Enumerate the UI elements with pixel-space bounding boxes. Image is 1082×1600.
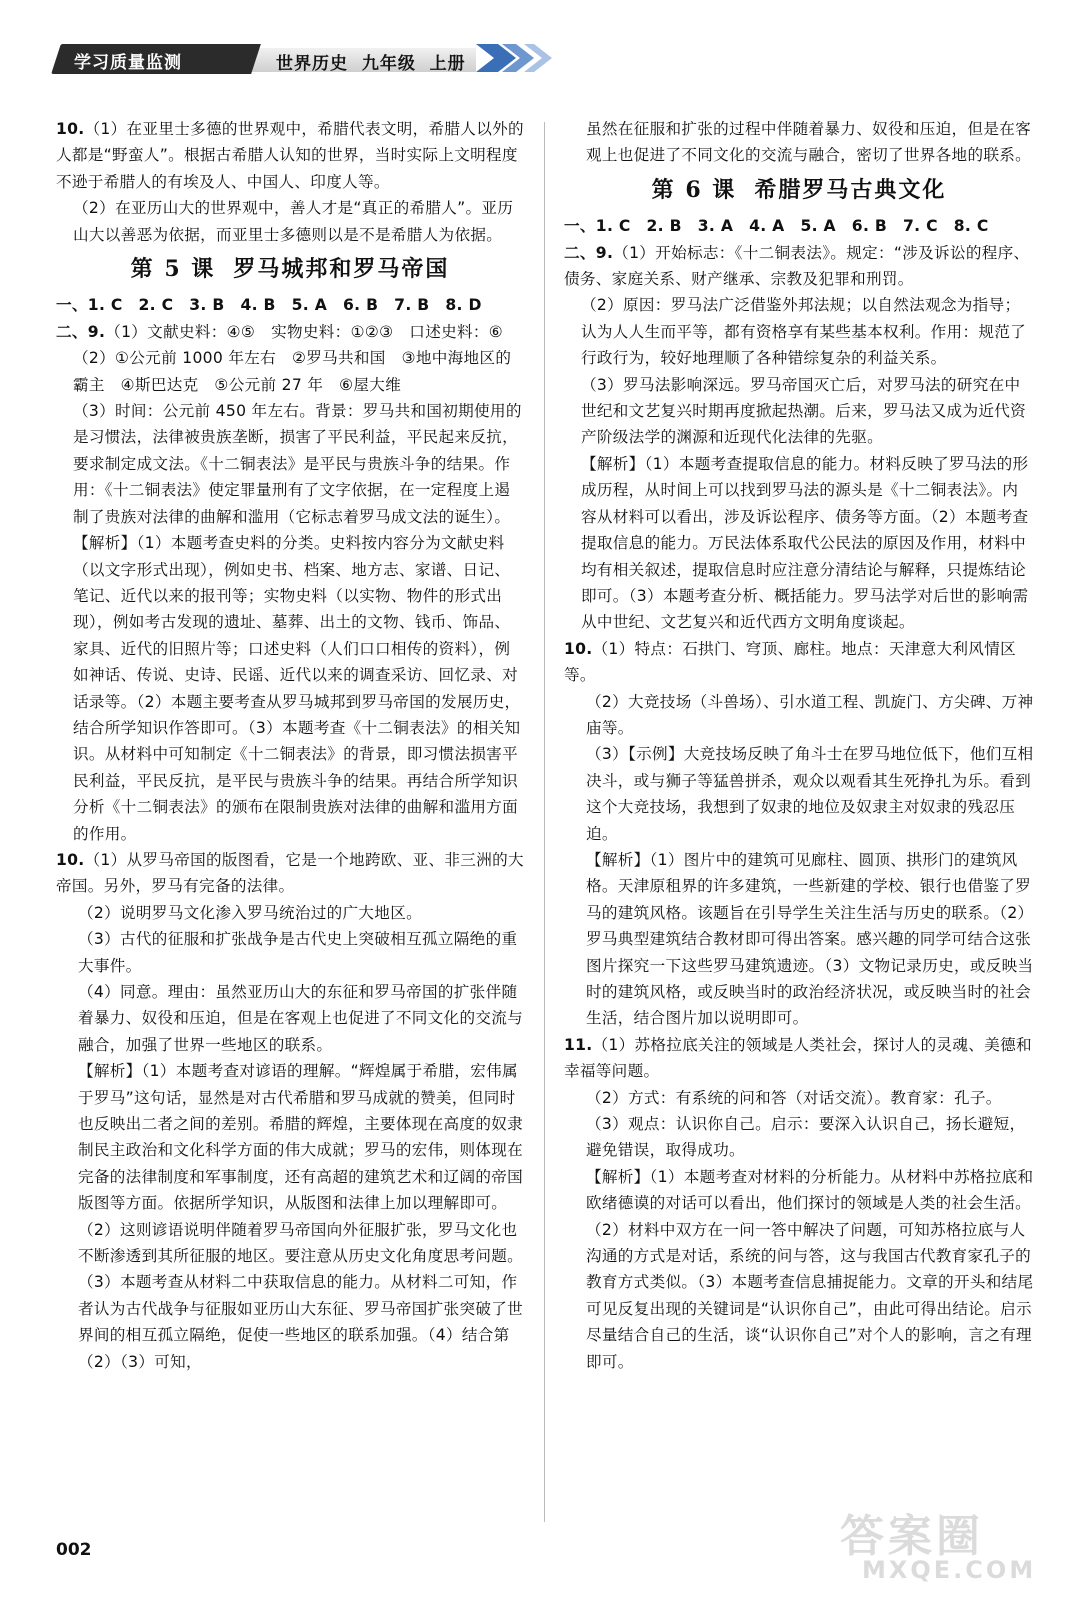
lesson-5-title [56, 256, 524, 282]
question-number: 11. [564, 1035, 593, 1054]
question-11 [564, 1032, 1034, 1375]
answer-text: （4）同意。理由：虽然亚历山大的东征和罗马帝国的扩张伴随着暴力、奴役和压迫，但是在客观上也促进了不同文化的交流与融合，加强了世界一些地区的联系。 [78, 983, 524, 1054]
answer-text: （3）古代的征服和扩张战争是古代史上突破相互孤立隔绝的重大事件。 [78, 930, 518, 975]
watermark-text: 答案圈 [840, 1511, 984, 1562]
lesson-number: 第 5 课 [130, 256, 216, 283]
question-number: 二、9. [56, 322, 106, 341]
analysis-text: 【解析】（1）本题考查对谚语的理解。“辉煌属于希腊，宏伟属于罗马”这句话，显然是对古代希腊和罗马成就的赞美，但同时也反映出二者之间的差别。希腊的辉煌，主要体现在高度的奴隶制民主政治和文化科学方面的伟大成就；罗马的宏伟，则体现在完备的法律制度和军事制度，还有高超的建筑艺术和辽阔的帝国版图等方面。依据所学知识，从版图和法律上加以理解即可。（2）这则谚语说明伴随着罗马帝国向外征服扩张，罗马文化也不断渗透到其所征服的地区。要注意从历史文化角度思考问题。（3）本题考查从材料二中获取信息的能力。从材料二可知，作者认为古代战争与征服如亚历山大东征、罗马帝国扩张突破了世界间的相互孤立隔绝，促使一些地区的联系加强。（4）结合第（2）（3）可知， [78, 1062, 524, 1371]
answer-text: （3）罗马法影响深远。罗马帝国灭亡后，对罗马法的研究在中世纪和文艺复兴时期再度掀起热潮。后来，罗马法又成为近代资产阶级法学的渊源和近现代化法律的先驱。 [581, 375, 1027, 447]
left-column [56, 116, 524, 1375]
question-number: 10. [56, 120, 85, 138]
header-badge-text: 学习质量监测 [74, 53, 182, 73]
question-10-prev [56, 116, 524, 248]
answer-text: （1）开始标志：《十二铜表法》。规定：“涉及诉讼的程序、债务、家庭关系、财产继承、宗教及犯罪和刑罚。 [564, 243, 1030, 289]
answer-text: （2）在亚历山大的世界观中，善人才是“真正的希腊人”。亚历山大以善恶为依据，而亚里士多德则以是不是希腊人为依据。 [73, 199, 514, 244]
answer-text: （1）在亚里士多德的世界观中，希腊代表文明，希腊人以外的人都是“野蛮人”。根据古希腊人认知的世界，当时实际上文明程度不逊于希腊人的有埃及人、中国人、印度人等。 [56, 120, 524, 191]
lesson-name: 罗马城邦和罗马帝国 [233, 256, 450, 283]
right-column [564, 116, 1034, 1375]
watermark-logo [840, 1500, 1060, 1590]
answer-text: （2）原因：罗马法广泛借鉴外邦法规；以自然法观念为指导；认为人人生而平等，都有资格享有某些基本权利。作用：规范了行政行为，较好地理顺了各种错综复杂的利益关系。 [581, 296, 1027, 368]
lesson-name: 希腊罗马古典文化 [754, 176, 947, 203]
analysis-text: 【解析】（1）本题考查对材料的分析能力。从材料中苏格拉底和欧绪德谟的对话可以看出，他们探讨的领域是人类的社会生活。（2）材料中双方在一问一答中解决了问题，可知苏格拉底与人沟通的方式是对话，系统的问与答，这与我国古代教育家孔子的教育方式类似。（3）本题考查信息捕捉能力。文章的开头和结尾可见反复出现的关键词是“认识你自己”，由此可得出结论。启示尽量结合自己的生活，谈“认识你自己”对个人的影响，言之有理即可。 [586, 1167, 1034, 1371]
answer-text: （2）大竞技场（斗兽场）、引水道工程、凯旋门、方尖碑、万神庙等。 [586, 692, 1034, 737]
answer-text: （3）观点：认识你自己。启示：要深入认识自己，扬长避短，避免错误，取得成功。 [586, 1115, 1026, 1160]
question-number: 10. [56, 850, 85, 869]
answer-text: （2）方式：有系统的问和答（对话交流）。教育家：孔子。 [586, 1088, 1002, 1107]
answer-text: （1）文献史料：④⑤ 实物史料：①②③ 口述史料：⑥ [105, 322, 504, 341]
lesson-6-title [564, 177, 1034, 203]
chevron-right-icon [476, 40, 556, 76]
question-number: 二、9. [564, 243, 614, 262]
question-10 [56, 847, 524, 1375]
choice-answers: 一、1. C 2. C 3. B 4. B 5. A 6. B 7. B 8. D [56, 296, 482, 315]
answer-text: （1）从罗马帝国的版图看，它是一个地跨欧、亚、非三洲的大帝国。另外，罗马有完备的法律。 [56, 850, 524, 896]
answer-text: （3）【示例】大竞技场反映了角斗士在罗马地位低下，他们互相决斗，或与狮子等猛兽拼杀，观众以观看其生死挣扎为乐。看到这个大竞技场，我想到了奴隶的地位及奴隶主对奴隶的残忍压迫。 [586, 745, 1034, 843]
question-number: 10. [564, 639, 593, 658]
analysis-text: 【解析】（1）图片中的建筑可见廊柱、圆顶、拱形门的建筑风格。天津原租界的许多建筑，一些新建的学校、银行也借鉴了罗马的建筑风格。该题旨在引导学生关注生活与历史的联系。（2）罗马典型建筑结合教材即可得出答案。感兴趣的同学可结合这张图片探究一下这些罗马建筑遗迹。（3）文物记录历史，或反映当时的建筑风格，或反映当时的政治经济状况，或反映当时的社会生活，结合图片加以说明即可。 [586, 850, 1034, 1028]
choice-answers: 一、1. C 2. B 3. A 4. A 5. A 6. B 7. C 8. C [564, 217, 989, 236]
answer-text: （1）特点：石拱门、穹顶、廊柱。地点：天津意大利风情区等。 [564, 639, 1016, 685]
lesson-number: 第 6 课 [651, 176, 737, 203]
answer-text: 虽然在征服和扩张的过程中伴随着暴力、奴役和压迫，但是在客观上也促进了不同文化的交流与融合，密切了世界各地的联系。 [586, 120, 1032, 165]
analysis-text: 【解析】（1）本题考查提取信息的能力。材料反映了罗马法的形成历程，从时间上可以找到罗马法的源头是《十二铜表法》。内容从材料可以看出，涉及诉讼程序、债务等方面。（2）本题考查提取信息的能力。万民法体系取代公民法的原因及作用，材料中均有相关叙述，提取信息时应注意分清结论与解释，只提炼结论即可。（3）本题考查分析、概括能力。罗马法学对后世的影响需从中世纪、文艺复兴和近代西方文明角度谈起。 [581, 454, 1029, 632]
header-subject: 世界历史 九年级 上册 [276, 54, 466, 74]
page-number: 002 [56, 1540, 92, 1560]
analysis-text: 【解析】（1）本题考查史料的分类。史料按内容分为文献史料（以文字形式出现），例如史书、档案、地方志、家谱、日记、笔记、近代以来的报刊等；实物史料（以实物、物件的形式出现），例如考古发现的遗址、墓葬、出土的文物、钱币、饰品、家具、近代的旧照片等；口述史料（人们口口相传的资料），例如神话、传说、史诗、民谣、近代以来的调查采访、回忆录、对话录等。（2）本题主要考查从罗马城邦到罗马帝国的发展历史，结合所学知识作答即可。（3）本题考查《十二铜表法》的相关知识。从材料中可知制定《十二铜表法》的背景，即习惯法损害平民利益，平民反抗，是平民与贵族斗争的结果。再结合所学知识分析《十二铜表法》的颁布在限制贵族对法律的曲解和滥用方面的作用。 [73, 534, 521, 843]
watermark-url: MXQE.COM [862, 1556, 1037, 1584]
answer-text: （2）①公元前 1000 年左右 ②罗马共和国 ③地中海地区的霸主 ④斯巴达克 ⑤公元前 27 年 ⑥屋大维 [73, 349, 512, 394]
question-9 [56, 319, 524, 847]
answer-text: （1）苏格拉底关注的领域是人类社会，探讨人的灵魂、美德和幸福等问题。 [564, 1035, 1032, 1081]
question-9 [564, 240, 1034, 636]
page-header [46, 30, 606, 80]
column-divider [544, 122, 545, 1522]
question-10 [564, 636, 1034, 1032]
answer-text: （2）说明罗马文化渗入罗马统治过的广大地区。 [78, 903, 422, 922]
answer-text: （3）时间：公元前 450 年左右。背景：罗马共和国初期使用的是习惯法，法律被贵族垄断，损害了平民利益，平民起来反抗，要求制定成文法。《十二铜表法》是平民与贵族斗争的结果。作用：《十二铜表法》使定罪量刑有了文字依据，在一定程度上遏制了贵族对法律的曲解和滥用（它标志着罗马成文法的诞生）。 [73, 402, 522, 526]
